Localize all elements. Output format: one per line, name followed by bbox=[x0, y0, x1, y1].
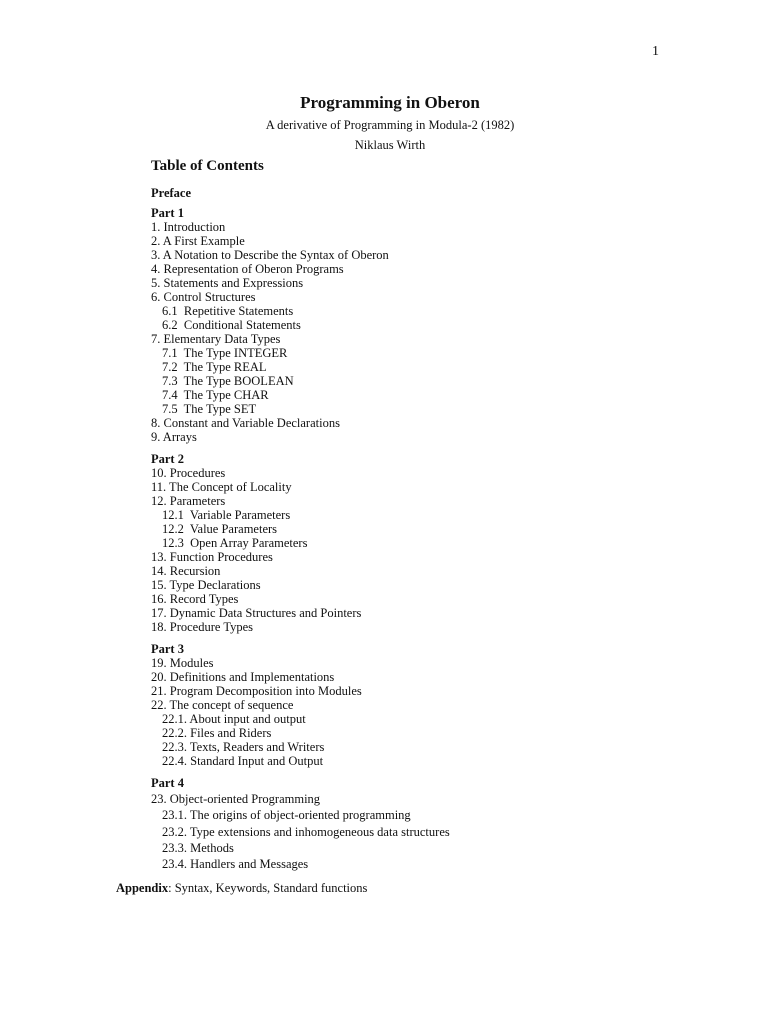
toc-chapter: 11. The Concept of Locality bbox=[151, 480, 292, 494]
document-title: Programming in Oberon bbox=[300, 93, 480, 112]
toc-chapter: 2. A First Example bbox=[151, 234, 245, 248]
toc-subsection: 23.1. The origins of object-oriented programming bbox=[162, 808, 411, 823]
toc-chapter: 9. Arrays bbox=[151, 430, 197, 444]
toc-chapter: 12. Parameters bbox=[151, 494, 226, 508]
toc-subsection: 6.1 Repetitive Statements bbox=[162, 304, 294, 318]
toc-subsection: 22.2. Files and Riders bbox=[162, 726, 272, 740]
toc-chapter: 6. Control Structures bbox=[151, 290, 256, 304]
toc-subsection: 23.4. Handlers and Messages bbox=[162, 857, 309, 872]
toc-part-2 bbox=[151, 452, 450, 634]
toc-subsection: 22.1. About input and output bbox=[162, 712, 306, 726]
toc-part-1 bbox=[151, 206, 450, 444]
toc-chapter: 1. Introduction bbox=[151, 220, 226, 234]
toc-subsection: 12.1 Variable Parameters bbox=[162, 508, 291, 522]
toc-subsection: 7.3 The Type BOOLEAN bbox=[162, 374, 294, 388]
appendix-text: : Syntax, Keywords, Standard functions bbox=[168, 881, 368, 895]
toc-subsection: 23.2. Type extensions and inhomogeneous data structures bbox=[162, 824, 450, 839]
toc-chapter: 22. The concept of sequence bbox=[151, 698, 294, 712]
toc-chapter: 17. Dynamic Data Structures and Pointers bbox=[151, 606, 362, 620]
toc-chapter: 13. Function Procedures bbox=[151, 550, 273, 564]
toc-part-title: Part 2 bbox=[151, 452, 184, 466]
toc-chapter: 7. Elementary Data Types bbox=[151, 332, 281, 346]
toc-subsection: 7.5 The Type SET bbox=[162, 402, 257, 416]
document-subtitle: A derivative of Programming in Modula-2 (1982) bbox=[265, 118, 515, 132]
toc-subsection: 7.4 The Type CHAR bbox=[162, 388, 269, 402]
toc-subsection: 7.1 The Type INTEGER bbox=[162, 346, 288, 360]
toc-chapter: 10. Procedures bbox=[151, 466, 226, 480]
toc-part-3 bbox=[151, 642, 450, 768]
toc-chapter: 4. Representation of Oberon Programs bbox=[151, 262, 344, 276]
appendix-line bbox=[116, 881, 367, 896]
document-header bbox=[0, 93, 768, 154]
toc-heading: Table of Contents bbox=[151, 158, 264, 174]
table-of-contents bbox=[151, 186, 450, 880]
toc-chapter: 15. Type Declarations bbox=[151, 578, 261, 592]
toc-subsection: 7.2 The Type REAL bbox=[162, 360, 267, 374]
toc-chapter: 14. Recursion bbox=[151, 564, 221, 578]
toc-subsection: 22.4. Standard Input and Output bbox=[162, 754, 324, 768]
toc-chapter: 16. Record Types bbox=[151, 592, 239, 606]
toc-subsection: 22.3. Texts, Readers and Writers bbox=[162, 740, 325, 754]
toc-part-title: Part 1 bbox=[151, 206, 184, 220]
toc-chapter: 23. Object-oriented Programming bbox=[151, 792, 321, 806]
toc-part-title: Part 4 bbox=[151, 776, 184, 790]
toc-subsection: 23.3. Methods bbox=[162, 840, 234, 855]
toc-chapter: 5. Statements and Expressions bbox=[151, 276, 304, 290]
toc-chapter: 21. Program Decomposition into Modules bbox=[151, 684, 362, 698]
toc-subsection: 12.3 Open Array Parameters bbox=[162, 536, 308, 550]
toc-chapter: 18. Procedure Types bbox=[151, 620, 253, 634]
toc-preface: Preface bbox=[151, 186, 192, 200]
toc-chapter: 19. Modules bbox=[151, 656, 214, 670]
toc-chapter: 8. Constant and Variable Declarations bbox=[151, 416, 340, 430]
toc-part-4 bbox=[151, 776, 450, 872]
appendix-label: Appendix bbox=[116, 881, 169, 895]
toc-chapter: 20. Definitions and Implementations bbox=[151, 670, 335, 684]
toc-subsection: 6.2 Conditional Statements bbox=[162, 318, 301, 332]
toc-subsection: 12.2 Value Parameters bbox=[162, 522, 278, 536]
toc-part-title: Part 3 bbox=[151, 642, 184, 656]
page-number: 1 bbox=[652, 44, 659, 59]
document-author: Niklaus Wirth bbox=[354, 138, 426, 152]
toc-chapter: 3. A Notation to Describe the Syntax of Oberon bbox=[151, 248, 389, 262]
